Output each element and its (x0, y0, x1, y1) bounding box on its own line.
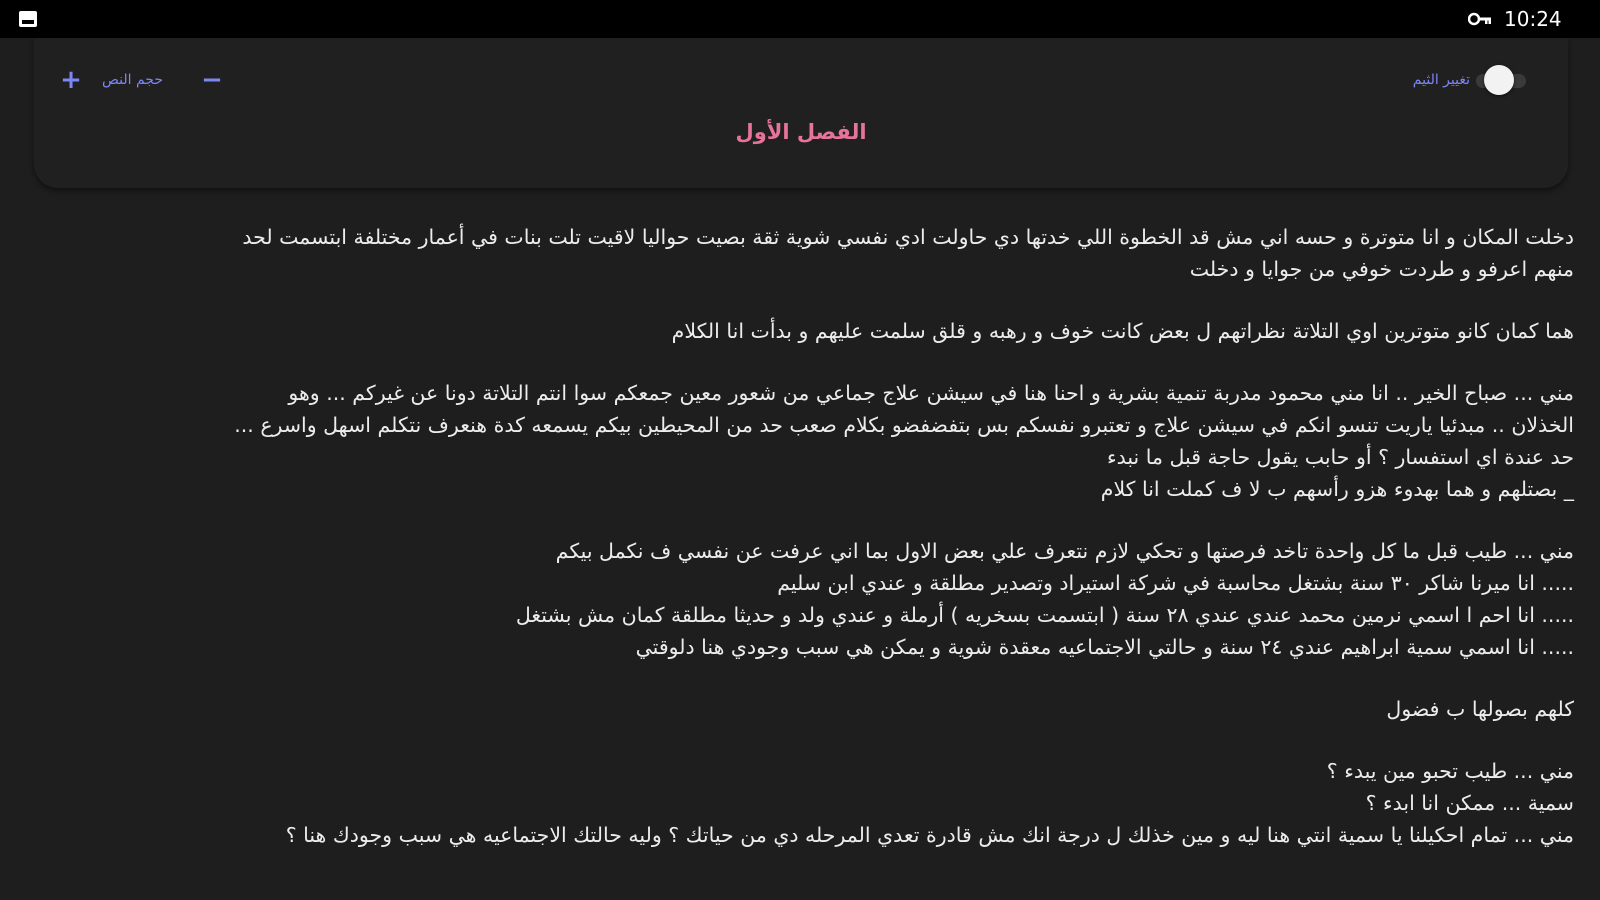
theme-label: تغيير الثيم (1412, 72, 1470, 88)
text-line: ..... انا ميرنا شاكر ٣٠ سنة بشتغل محاسبة في شركة استيراد وتصدير مطلقة و عندي ابن سليم (777, 571, 1574, 595)
text-line: منهم اعرفو و طردت خوفي من جوايا و دخلت (1189, 257, 1574, 281)
text-line: سمية ... ممكن انا ابدء ؟ (1365, 791, 1574, 815)
theme-toggle-switch[interactable] (1474, 63, 1528, 97)
reader-toolbar (34, 38, 1568, 188)
text-line: كلهم بصولها ب فضول (1386, 697, 1574, 721)
increase-font-button[interactable]: + (60, 65, 82, 95)
chapter-title: الفصل الأول (735, 120, 867, 144)
status-bar (0, 0, 1600, 38)
text-line: _ بصتلهم و هما بهدوء هزو رأسهم ب لا ف كملت انا كلام (1100, 477, 1574, 501)
font-size-controls (56, 60, 227, 100)
paragraph (28, 535, 1574, 663)
text-line: دخلت المكان و انا متوترة و حسه اني مش قد الخطوة اللي خدتها دي حاولت ادي نفسي شوية ثقة بصيت حواليا لاقيت تلت بنات في أعمار مختلفة ابتسمت لحد (242, 225, 1574, 249)
text-line: مني ... تمام احكيلنا يا سمية انتي هنا ليه و مين خذلك ل درجة انك مش قادرة تعدي المرحله دي من حياتك ؟ وليه حالتك الاجتماعيه هي سبب وجودك هنا ؟ (285, 823, 1574, 847)
text-line: ..... انا اسمي سمية ابراهيم عندي ٢٤ سنة و حالتي الاجتماعيه معقدة شوية و يمكن هي سبب وجودي هنا دلوقتي (635, 635, 1574, 659)
toggle-knob (1484, 65, 1514, 95)
font-size-label: حجم النص (102, 72, 163, 88)
text-line: مني ... طيب تحبو مين يبدء ؟ (1326, 759, 1574, 783)
text-line: ..... انا احم ا اسمي نرمين محمد عندي عندي ٢٨ سنة ( ابتسمت بسخريه ) أرملة و عندي ولد و حديثا مطلقة كمان مش بشتغل (515, 603, 1574, 627)
paragraph (28, 755, 1574, 851)
vpn-key-icon (1468, 12, 1492, 26)
chapter-content (28, 221, 1574, 851)
text-line: هما كمان كانو متوترين اوي التلاتة نظراتهم ل بعض كانت خوف و رهبه و قلق سلمت عليهم و بدأت انا الكلام (671, 319, 1574, 343)
text-line: مني ... صباح الخير .. انا مني محمود مدربة تنمية بشرية و احنا هنا في سيشن علاج جماعي من شعور معين جمعكم سوا انتم التلاتة دونا عن غيركم ... وهو (288, 381, 1574, 405)
paragraph (28, 221, 1574, 285)
text-line: مني ... طيب قبل ما كل واحدة تاخد فرصتها و تحكي لازم نتعرف علي بعض الاول بما اني عرفت عن نفسي ف نكمل بيكم (555, 539, 1574, 563)
text-line: حد عندة اي استفسار ؟ أو حابب يقول حاجة قبل ما نبدء (1106, 445, 1574, 469)
image-icon (18, 10, 38, 28)
paragraph (28, 315, 1574, 347)
theme-control (1413, 60, 1528, 100)
decrease-font-button[interactable]: − (201, 65, 223, 95)
text-line: الخذلان .. مبدئيا ياريت تنسو انكم في سيشن علاج و تعتبرو نفسكم بس بتفضفضو بكلام صعب حد من المحيطين بيكم يسمعه كدة هنعرف نتكلم اسهل واسرع ... (234, 413, 1574, 437)
status-clock: 10:24 (1504, 7, 1562, 31)
paragraph (28, 693, 1574, 725)
paragraph (28, 377, 1574, 505)
